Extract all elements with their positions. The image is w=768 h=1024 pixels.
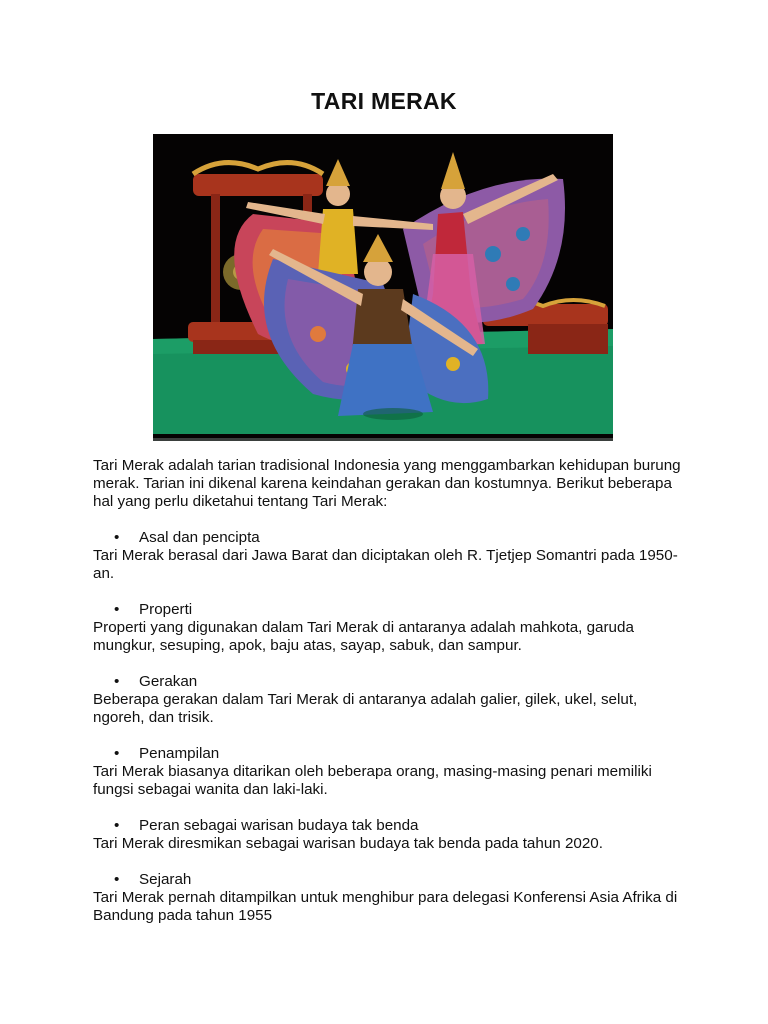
section-heading: Peran sebagai warisan budaya tak benda [139,817,419,834]
section-text: Beberapa gerakan dalam Tari Merak di antaranya adalah galier, gilek, ukel, selut, ngoreh, dan trisik. [93,691,638,726]
list-item [93,871,683,889]
section-text: Tari Merak pernah ditampilkan untuk menghibur para delegasi Konferensi Asia Afrika di Bandung pada tahun 1955 [93,889,678,924]
bullet-icon: • [114,817,120,834]
list-item [93,817,683,835]
section-heading: Gerakan [139,673,198,690]
section-gerakan [93,673,683,727]
section-text: Tari Merak diresmikan sebagai warisan budaya tak benda pada tahun 2020. [93,835,603,852]
section-asal-dan-pencipta [93,529,683,583]
list-item [93,745,683,763]
intro-paragraph: Tari Merak adalah tarian tradisional Indonesia yang menggambarkan kehidupan burung merak. Tarian ini dikenal karena keindahan gerakan dan kostumnya. Berikut beberapa hal yang perlu diketahui tentang Tari Merak: [93,457,681,510]
page-title: TARI MERAK [311,88,457,114]
list-item [93,529,683,547]
section-heading: Asal dan pencipta [139,529,260,546]
section-penampilan [93,745,683,799]
bullet-icon: • [114,673,120,690]
section-warisan-budaya [93,817,683,853]
section-heading: Sejarah [139,871,192,888]
bullet-icon: • [114,745,120,762]
section-properti [93,601,683,655]
section-heading: Properti [139,601,193,618]
bullet-icon: • [114,601,120,618]
bullet-icon: • [114,871,120,888]
section-text: Tari Merak biasanya ditarikan oleh beberapa orang, masing-masing penari memiliki fungsi sebagai wanita dan laki-laki. [93,763,652,798]
section-text: Properti yang digunakan dalam Tari Merak di antaranya adalah mahkota, garuda mungkur, sesuping, apok, baju atas, sayap, sabuk, dan sampur. [93,619,634,654]
peacock-dancers-photo [153,134,613,441]
article-body [93,457,683,943]
list-item [93,601,683,619]
section-text: Tari Merak berasal dari Jawa Barat dan diciptakan oleh R. Tjetjep Somantri pada 1950-an. [93,547,678,582]
section-heading: Penampilan [139,745,220,762]
photo-illustration [153,134,613,434]
bullet-icon: • [114,529,120,546]
section-sejarah [93,871,683,925]
list-item [93,673,683,691]
